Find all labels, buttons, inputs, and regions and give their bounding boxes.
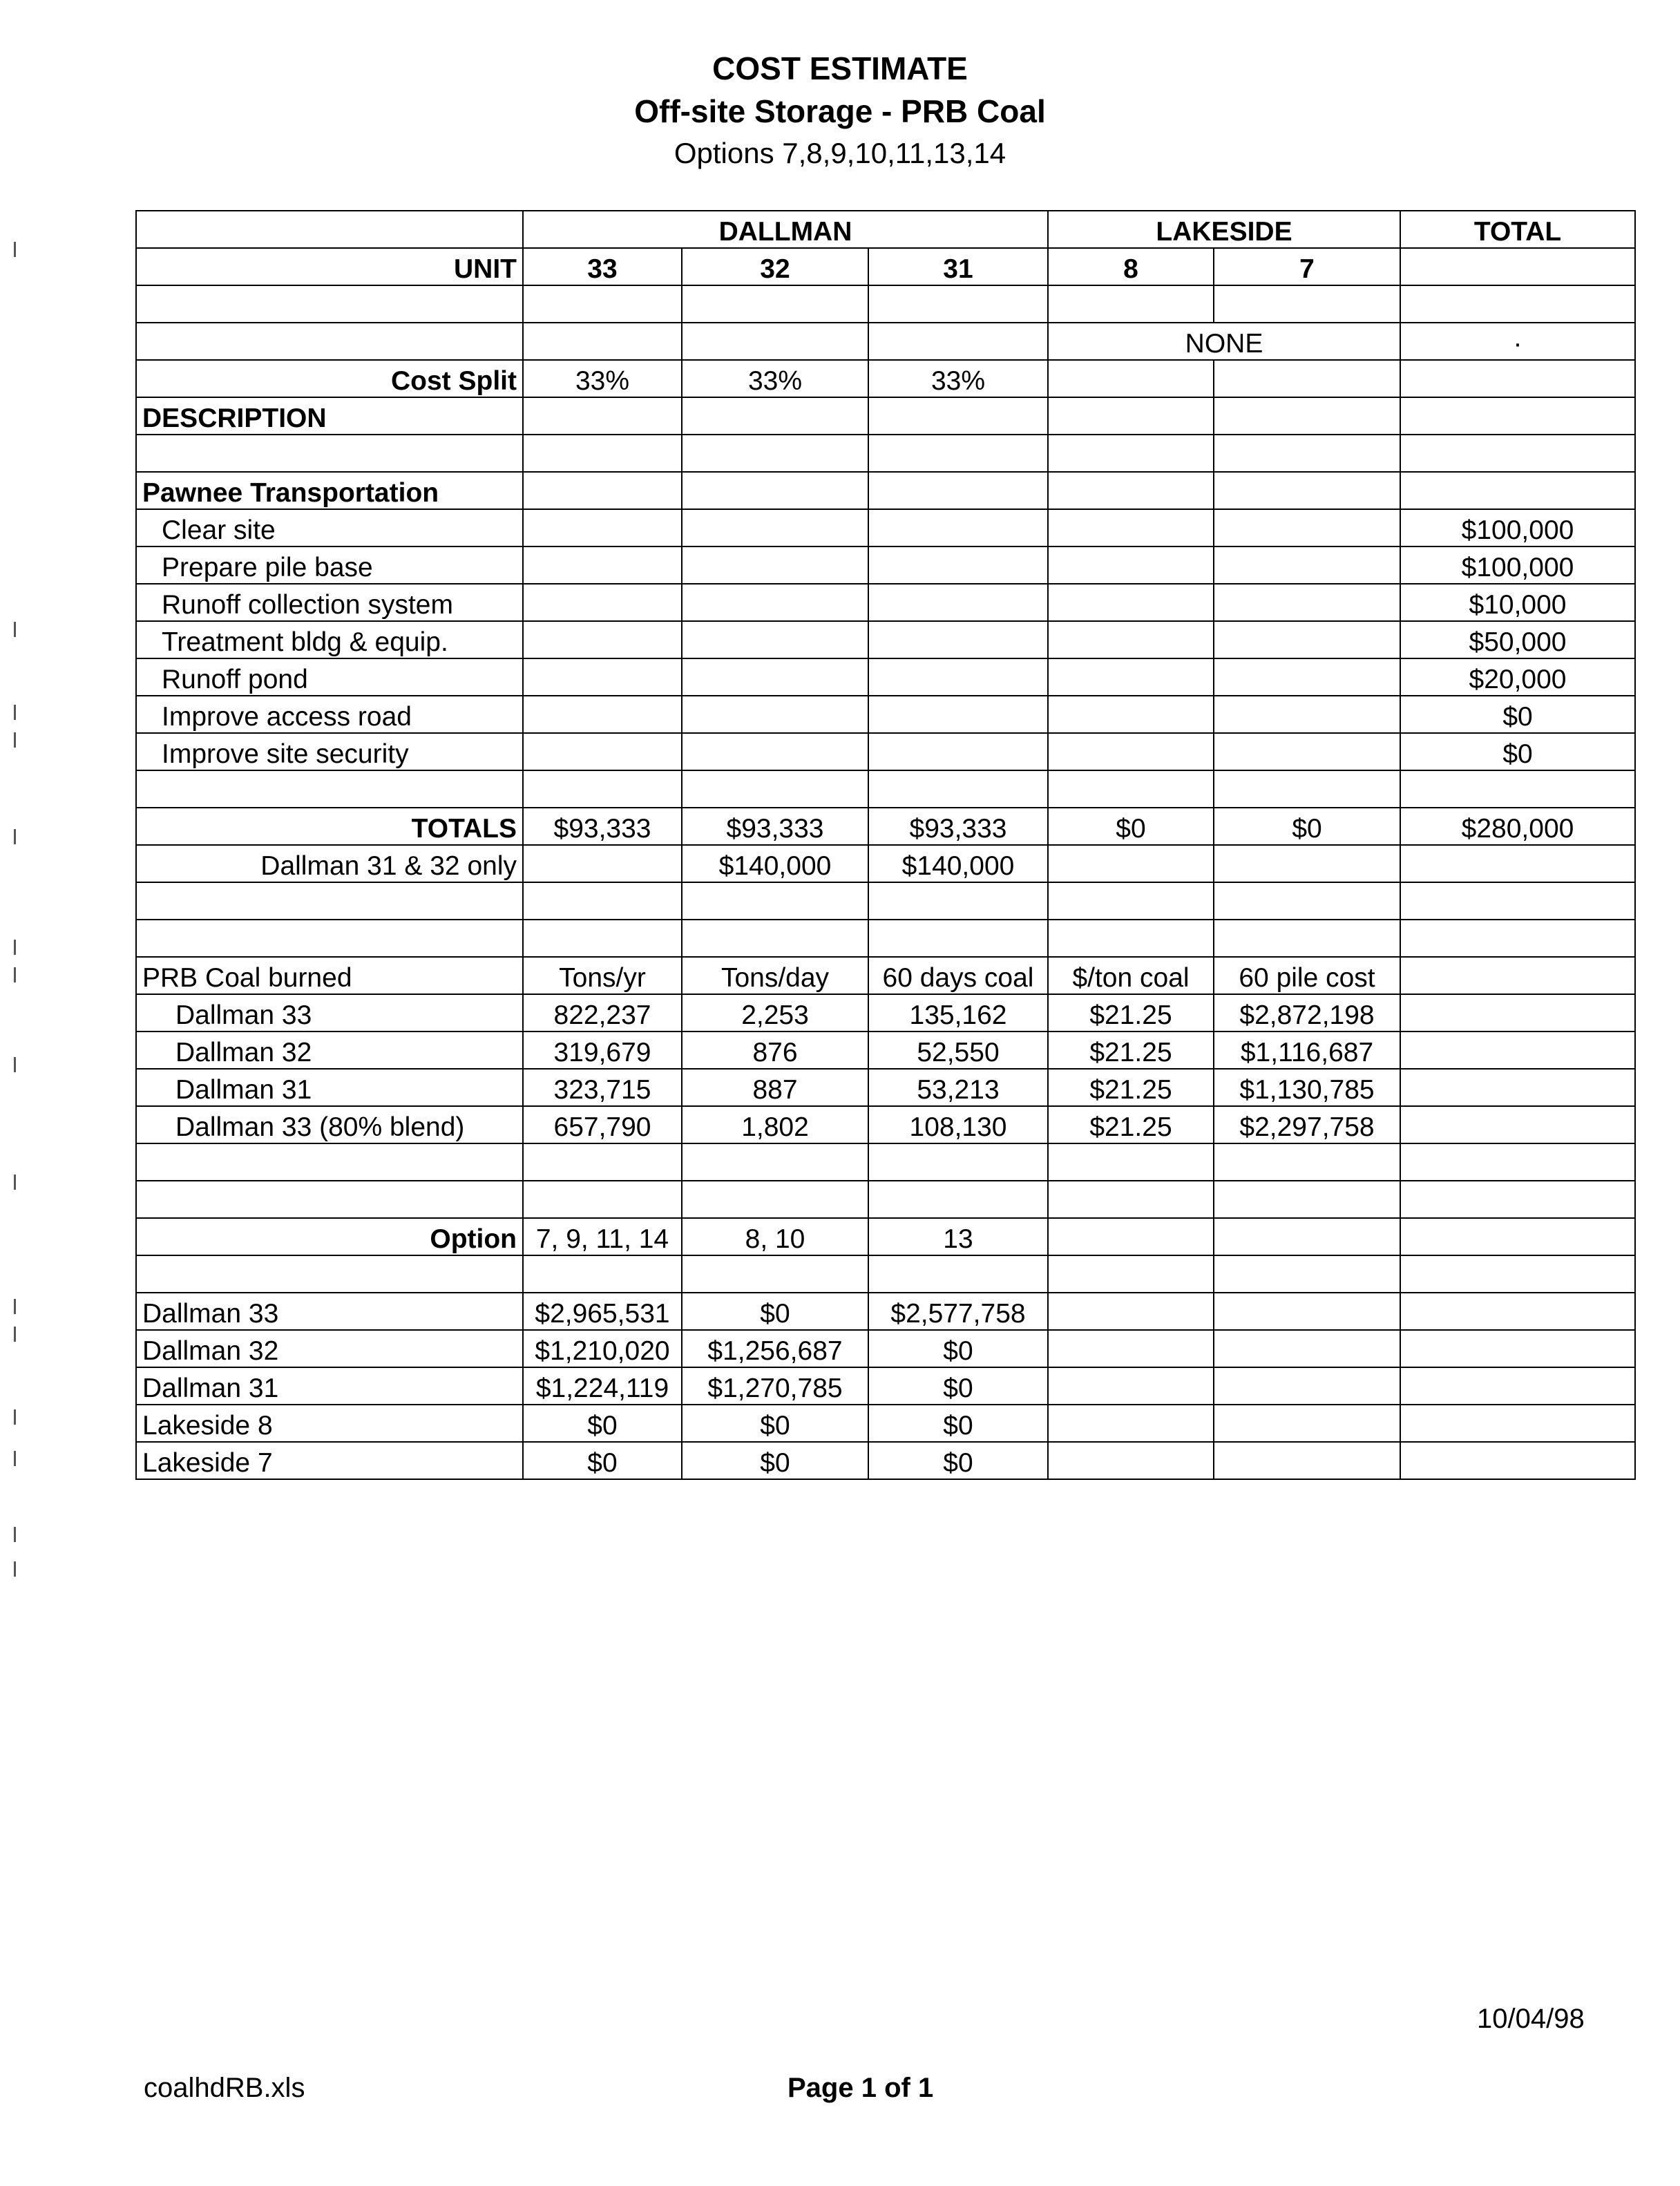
coal-cell: $2,872,198 <box>1214 994 1400 1032</box>
blank-row <box>136 770 1635 808</box>
table-row <box>136 733 1635 770</box>
coal-cell: $2,297,758 <box>1214 1106 1400 1143</box>
table-row <box>136 1106 1635 1143</box>
cost-split-32: 33% <box>682 360 868 397</box>
option-row-label: Dallman 32 <box>136 1330 523 1367</box>
line-item-label: Improve access road <box>136 696 523 733</box>
dallman-31-32-value-32: $140,000 <box>682 845 868 882</box>
table-row <box>136 584 1635 621</box>
coal-heading: PRB Coal burned <box>136 957 523 994</box>
blank-row <box>136 435 1635 472</box>
footer-date: 10/04/98 <box>1477 2004 1585 2034</box>
option-cell: $1,210,020 <box>523 1330 682 1367</box>
table-row <box>136 1405 1635 1442</box>
cost-split-31: 33% <box>868 360 1048 397</box>
unit-33: 33 <box>523 248 682 285</box>
option-cell: $0 <box>868 1367 1048 1405</box>
lakeside-none: NONE <box>1048 323 1400 360</box>
unit-32: 32 <box>682 248 868 285</box>
coal-cell: $21.25 <box>1048 1106 1214 1143</box>
option-cell: $1,270,785 <box>682 1367 868 1405</box>
coal-cell: 135,162 <box>868 994 1048 1032</box>
line-item-label: Runoff pond <box>136 658 523 696</box>
option-cell: $0 <box>868 1442 1048 1479</box>
line-item-total: $10,000 <box>1400 584 1635 621</box>
line-item-label: Improve site security <box>136 733 523 770</box>
line-item-total: $100,000 <box>1400 509 1635 546</box>
coal-row-label: Dallman 31 <box>136 1069 523 1106</box>
blank-row <box>136 1181 1635 1218</box>
group-lakeside: LAKESIDE <box>1048 211 1400 248</box>
coal-col-tons-day: Tons/day <box>682 957 868 994</box>
option-cell: $0 <box>523 1405 682 1442</box>
coal-cell: 2,253 <box>682 994 868 1032</box>
coal-header-row <box>136 957 1635 994</box>
option-row-label: Lakeside 7 <box>136 1442 523 1479</box>
coal-cell: $21.25 <box>1048 1032 1214 1069</box>
dallman-31-32-value-31: $140,000 <box>868 845 1048 882</box>
option-cell: $0 <box>868 1330 1048 1367</box>
blank-row <box>136 1143 1635 1181</box>
coal-cell: $1,116,687 <box>1214 1032 1400 1069</box>
table-row <box>136 1442 1635 1479</box>
coal-cell: 323,715 <box>523 1069 682 1106</box>
coal-cell: $21.25 <box>1048 994 1214 1032</box>
cost-split-33: 33% <box>523 360 682 397</box>
table-row <box>136 696 1635 733</box>
blank-row <box>136 285 1635 323</box>
coal-col-60-days: 60 days coal <box>868 957 1048 994</box>
dallman-31-32-label: Dallman 31 & 32 only <box>136 845 523 882</box>
coal-row-label: Dallman 33 (80% blend) <box>136 1106 523 1143</box>
table-row <box>136 1293 1635 1330</box>
option-cell: $1,224,119 <box>523 1367 682 1405</box>
option-cell: $2,577,758 <box>868 1293 1048 1330</box>
total-dot: · <box>1400 323 1635 360</box>
option-cell: $2,965,531 <box>523 1293 682 1330</box>
document-options-line: Options 7,8,9,10,11,13,14 <box>674 137 1006 169</box>
coal-col-pile-cost: 60 pile cost <box>1214 957 1400 994</box>
dallman-31-32-row <box>136 845 1635 882</box>
option-value-2: 8, 10 <box>682 1218 868 1255</box>
totals-row <box>136 808 1635 845</box>
coal-cell: 887 <box>682 1069 868 1106</box>
option-row-label: Dallman 33 <box>136 1293 523 1330</box>
coal-row-label: Dallman 32 <box>136 1032 523 1069</box>
description-row <box>136 397 1635 435</box>
line-item-total: $50,000 <box>1400 621 1635 658</box>
line-item-total: $100,000 <box>1400 546 1635 584</box>
unit-8: 8 <box>1048 248 1214 285</box>
line-item-label: Clear site <box>136 509 523 546</box>
group-total: TOTAL <box>1400 211 1635 248</box>
coal-cell: 52,550 <box>868 1032 1048 1069</box>
option-row-label: Lakeside 8 <box>136 1405 523 1442</box>
unit-row <box>136 248 1635 285</box>
coal-cell: 53,213 <box>868 1069 1048 1106</box>
document-title: COST ESTIMATE <box>712 50 968 86</box>
option-cell: $0 <box>682 1442 868 1479</box>
coal-cell: $1,130,785 <box>1214 1069 1400 1106</box>
table-row <box>136 1032 1635 1069</box>
unit-7: 7 <box>1214 248 1400 285</box>
totals-grand: $280,000 <box>1400 808 1635 845</box>
unit-label: UNIT <box>136 248 523 285</box>
coal-cell: $21.25 <box>1048 1069 1214 1106</box>
coal-cell: 1,802 <box>682 1106 868 1143</box>
coal-col-tons-yr: Tons/yr <box>523 957 682 994</box>
table-row <box>136 1367 1635 1405</box>
totals-8: $0 <box>1048 808 1214 845</box>
line-item-total: $0 <box>1400 696 1635 733</box>
totals-31: $93,333 <box>868 808 1048 845</box>
line-item-total: $20,000 <box>1400 658 1635 696</box>
table-row <box>136 546 1635 584</box>
group-dallman: DALLMAN <box>523 211 1048 248</box>
coal-col-per-ton: $/ton coal <box>1048 957 1214 994</box>
table-row <box>136 621 1635 658</box>
blank-row <box>136 920 1635 957</box>
coal-cell: 319,679 <box>523 1032 682 1069</box>
footer-page-number: Page 1 of 1 <box>788 2073 934 2103</box>
cost-estimate-table <box>135 210 1636 1480</box>
option-cell: $0 <box>523 1442 682 1479</box>
none-row <box>136 323 1635 360</box>
group-header-row <box>136 211 1635 248</box>
coal-row-label: Dallman 33 <box>136 994 523 1032</box>
totals-32: $93,333 <box>682 808 868 845</box>
cost-split-label: Cost Split <box>136 360 523 397</box>
coal-cell: 822,237 <box>523 994 682 1032</box>
unit-31: 31 <box>868 248 1048 285</box>
scan-margin-marks <box>14 0 21 2186</box>
line-item-label: Runoff collection system <box>136 584 523 621</box>
option-cell: $0 <box>682 1405 868 1442</box>
transport-heading: Pawnee Transportation <box>136 472 523 509</box>
footer-filename: coalhdRB.xls <box>144 2073 305 2103</box>
option-cell: $1,256,687 <box>682 1330 868 1367</box>
table-row <box>136 994 1635 1032</box>
option-cell: $0 <box>868 1405 1048 1442</box>
blank-row <box>136 882 1635 920</box>
description-label: DESCRIPTION <box>136 397 523 435</box>
table-row <box>136 1330 1635 1367</box>
table-row <box>136 1069 1635 1106</box>
coal-cell: 108,130 <box>868 1106 1048 1143</box>
coal-cell: 657,790 <box>523 1106 682 1143</box>
totals-33: $93,333 <box>523 808 682 845</box>
totals-7: $0 <box>1214 808 1400 845</box>
table-row <box>136 509 1635 546</box>
table-row <box>136 658 1635 696</box>
option-value-1: 7, 9, 11, 14 <box>523 1218 682 1255</box>
title-block <box>0 47 1680 174</box>
option-row-label: Dallman 31 <box>136 1367 523 1405</box>
line-item-label: Prepare pile base <box>136 546 523 584</box>
totals-label: TOTALS <box>136 808 523 845</box>
cost-split-row <box>136 360 1635 397</box>
coal-cell: 876 <box>682 1032 868 1069</box>
blank-row <box>136 1255 1635 1293</box>
option-row <box>136 1218 1635 1255</box>
option-value-3: 13 <box>868 1218 1048 1255</box>
line-item-total: $0 <box>1400 733 1635 770</box>
option-label: Option <box>136 1218 523 1255</box>
transport-heading-row <box>136 472 1635 509</box>
option-cell: $0 <box>682 1293 868 1330</box>
document-subtitle: Off-site Storage - PRB Coal <box>634 93 1046 129</box>
line-item-label: Treatment bldg & equip. <box>136 621 523 658</box>
